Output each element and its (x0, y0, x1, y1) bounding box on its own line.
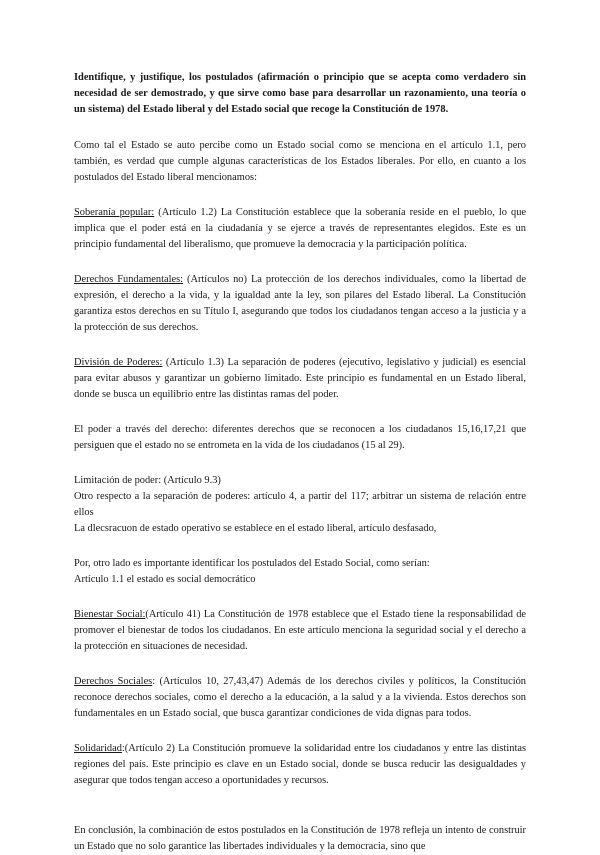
limitacion-line: Limitación de poder: (Artículo 9.3) (74, 475, 221, 486)
derechos-fundamentales-paragraph (74, 272, 526, 336)
bienestar-heading: Bienestar Social: (74, 609, 146, 620)
intro-paragraph: Como tal el Estado se auto percibe como un Estado social como se menciona en el artículo 1.1, pero también, es verdad que cumple algunas características de los Estados liberales. Por ello, en cuanto a los postulados del Estado liberal mencionamos: (74, 140, 526, 183)
division-poderes-paragraph (74, 355, 526, 403)
soberania-heading: Soberanía popular: (74, 207, 155, 218)
bienestar-paragraph (74, 607, 526, 655)
soberania-paragraph (74, 205, 526, 253)
derechos-sociales-text: : (Artículos 10, 27,43,47) Además de los derechos civiles y políticos, la Constitución reconoce derechos sociales, como el derecho a la educación, a la salud y a la vivienda. Estos derechos son fundamentales en un Estado social, que busca garantizar condiciones de vida dignas para todos. (74, 676, 526, 719)
conclusion-paragraph: En conclusión, la combinación de estos postulados en la Constitución de 1978 refleja un intento de construir un Estado que no solo garantice las libertades individuales y la democracia, sino que (74, 825, 526, 852)
separacion-line: Otro respecto a la separación de poderes: artículo 4, a partir del 117; arbitrar un sistema de relación entre ellos (74, 491, 526, 518)
derechos-sociales-heading: Derechos Sociales (74, 676, 153, 687)
bienestar-text: (Artículo 41) La Constitución de 1978 establece que el Estado tiene la responsabilidad de promover el bienestar de todos los ciudadanos. En este artículo menciona la seguridad social y el derecho a la protección en situaciones de necesidad. (74, 609, 526, 652)
derechos-fundamentales-text: (Artículos no) La protección de los derechos individuales, como la libertad de expresión, el derecho a la vida, y la igualdad ante la ley, son pilares del Estado liberal. La Constitución garantiza estos derechos en su Título I, asegurando que todos los ciudadanos tengan acceso a la justicia y a la protección de sus derechos. (74, 274, 526, 333)
solidaridad-text: :(Artículo 2) La Constitución promueve la solidaridad entre los ciudadanos y entre las distintas regiones del país. Este principio es clave en un Estado social, donde se busca reducir las desigualdades y asegurar que todos tengan acceso a oportunidades y recursos. (74, 743, 526, 786)
document-title: Identifique, y justifique, los postulados (afirmación o principio que se acepta como verdadero sin necesidad de ser demostrado, y que sirve como base para desarrollar un razonamiento, una teoría o un sistema) del Estado liberal y del Estado social que recoge la Constitución de 1978. (74, 72, 526, 115)
derechos-sociales-paragraph (74, 674, 526, 722)
solidaridad-heading: Solidaridad (74, 743, 122, 754)
derechos-fundamentales-heading: Derechos Fundamentales: (74, 274, 184, 285)
poder-derecho-paragraph: El poder a través del derecho: diferentes derechos que se reconocen a los ciudadanos 15,16,17,21 que persiguen que el estado no se entrometa en la vida de los ciudadanos (15 al 29). (74, 424, 526, 451)
articulo-1-1-line: Artículo 1.1 el estado es social democrático (74, 574, 256, 585)
division-poderes-heading: División de Poderes: (74, 357, 163, 368)
division-poderes-text: (Artículo 1.3) La separación de poderes (ejecutivo, legislativo y judicial) es esencial para evitar abusos y garantizar un gobierno limitado. Este principio es fundamental en un Estado liberal, donde se busca un equilibrio entre las distintas ramas del poder. (74, 357, 526, 400)
social-intro-line: Por, otro lado es importante identificar los postulados del Estado Social, como serían: (74, 558, 430, 569)
declaracion-line: La dlecsracuon de estado operativo se establece en el estado liberal, artículo desfasado, (74, 523, 437, 534)
solidaridad-paragraph (74, 741, 526, 789)
soberania-text: (Artículo 1.2) La Constitución establece que la soberanía reside en el pueblo, lo que implica que el poder está en la ciudadanía y se ejerce a través de representantes elegidos. Este es un principio fundamental del liberalismo, que promueve la democracia y la participación política. (74, 207, 526, 250)
